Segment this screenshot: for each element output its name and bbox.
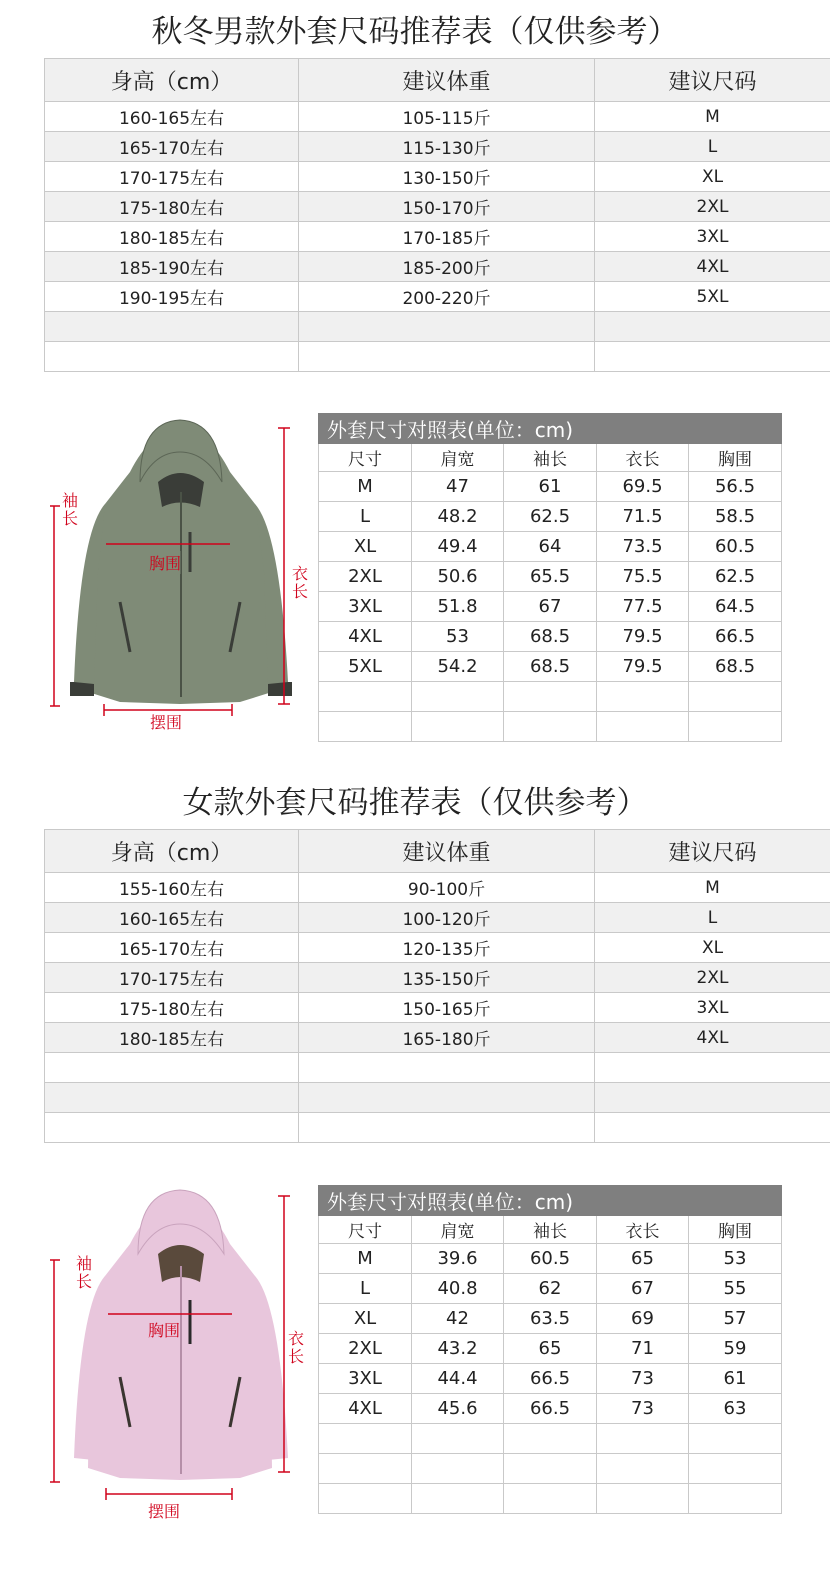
header-length: 衣长: [597, 444, 689, 472]
table-row: M 39.6 60.5 65 53: [319, 1244, 782, 1274]
table-row-empty: [45, 342, 830, 372]
cell-size: 2XL: [595, 963, 830, 993]
header-size: 尺寸: [319, 1216, 412, 1244]
header-size: 建议尺码: [595, 830, 830, 873]
cell-weight: 150-170斤: [299, 192, 595, 222]
cell-size: L: [595, 903, 830, 933]
cell-size: 2XL: [595, 192, 830, 222]
table-row: [45, 873, 830, 903]
cell-height: 165-170左右: [45, 132, 299, 162]
body-length-label: 衣长: [288, 1329, 305, 1366]
table-row: [45, 963, 830, 993]
cell-height: 160-165左右: [45, 903, 299, 933]
header-sleeve: 袖长: [504, 444, 597, 472]
table-header-row: [319, 1216, 782, 1244]
header-sleeve: 袖长: [504, 1216, 597, 1244]
table-row: XL 49.4 64 73.5 60.5: [319, 532, 782, 562]
size-chart-caption: 外套尺寸对照表(单位：cm): [319, 1186, 782, 1216]
cell-size: 4XL: [595, 252, 830, 282]
table-row: 3XL 51.8 67 77.5 64.5: [319, 592, 782, 622]
table-row: XL 42 63.5 69 57: [319, 1304, 782, 1334]
header-chest: 胸围: [689, 1216, 782, 1244]
table-header-row: [45, 59, 830, 102]
header-size: 尺寸: [319, 444, 412, 472]
sleeve-length-label: 袖长: [62, 491, 79, 528]
cell-weight: 150-165斤: [299, 993, 595, 1023]
women-size-chart-table: [318, 1185, 782, 1514]
hem-label: 摆围: [150, 713, 183, 732]
table-row-empty: [45, 312, 830, 342]
men-jacket-illustration: [40, 412, 320, 742]
table-row-empty: [319, 682, 782, 712]
table-row-empty: [45, 1113, 830, 1143]
table-row: [45, 1023, 830, 1053]
table-row: [45, 282, 830, 312]
cell-size: XL: [595, 933, 830, 963]
cell-height: 170-175左右: [45, 162, 299, 192]
cell-height: 185-190左右: [45, 252, 299, 282]
cell-height: 170-175左右: [45, 963, 299, 993]
header-chest: 胸围: [689, 444, 782, 472]
cell-height: 155-160左右: [45, 873, 299, 903]
cell-size: 4XL: [595, 1023, 830, 1053]
table-row: [45, 222, 830, 252]
body-length-label: 衣长: [292, 564, 309, 601]
cell-weight: 105-115斤: [299, 102, 595, 132]
header-shoulder: 肩宽: [412, 444, 504, 472]
chest-label: 胸围: [148, 1321, 181, 1340]
header-weight: 建议体重: [299, 59, 595, 102]
table-row-empty: [319, 1454, 782, 1484]
table-row-empty: [319, 712, 782, 742]
cell-weight: 170-185斤: [299, 222, 595, 252]
chest-label: 胸围: [149, 551, 181, 574]
table-row: [45, 192, 830, 222]
table-row: [45, 993, 830, 1023]
table-header-row: [45, 830, 830, 873]
cell-weight: 165-180斤: [299, 1023, 595, 1053]
table-row: 4XL 53 68.5 79.5 66.5: [319, 622, 782, 652]
men-size-chart-table: [318, 413, 782, 742]
size-chart-caption: 外套尺寸对照表(单位：cm): [319, 414, 782, 444]
table-row-empty: [45, 1053, 830, 1083]
table-header-row: [319, 444, 782, 472]
men-recommend-table: [44, 58, 830, 372]
table-row: 2XL 43.2 65 71 59: [319, 1334, 782, 1364]
hem-label: 摆围: [148, 1502, 181, 1521]
cell-height: 180-185左右: [45, 222, 299, 252]
header-height: 身高（cm）: [45, 830, 299, 873]
header-length: 衣长: [597, 1216, 689, 1244]
table-row-empty: [319, 1424, 782, 1454]
table-row: 3XL 44.4 66.5 73 61: [319, 1364, 782, 1394]
table-row: L 40.8 62 67 55: [319, 1274, 782, 1304]
header-weight: 建议体重: [299, 830, 595, 873]
cell-height: 180-185左右: [45, 1023, 299, 1053]
cell-size: L: [595, 132, 830, 162]
cell-weight: 130-150斤: [299, 162, 595, 192]
table-row: [45, 903, 830, 933]
cell-height: 160-165左右: [45, 102, 299, 132]
header-shoulder: 肩宽: [412, 1216, 504, 1244]
cell-height: 190-195左右: [45, 282, 299, 312]
cell-weight: 200-220斤: [299, 282, 595, 312]
table-row: 2XL 50.6 65.5 75.5 62.5: [319, 562, 782, 592]
table-row: L 48.2 62.5 71.5 58.5: [319, 502, 782, 532]
table-row: [45, 933, 830, 963]
cell-size: M: [595, 102, 830, 132]
cell-height: 175-180左右: [45, 192, 299, 222]
cell-weight: 100-120斤: [299, 903, 595, 933]
men-recommend-title: 秋冬男款外套尺码推荐表（仅供参考）: [151, 14, 679, 50]
sleeve-length-label: 袖长: [76, 1254, 93, 1291]
women-jacket-illustration: [40, 1182, 320, 1522]
table-row-empty: [45, 1083, 830, 1113]
header-height: 身高（cm）: [45, 59, 299, 102]
cell-weight: 135-150斤: [299, 963, 595, 993]
women-recommend-title: 女款外套尺码推荐表（仅供参考）: [182, 785, 648, 821]
cell-size: 5XL: [595, 282, 830, 312]
table-row-empty: [319, 1484, 782, 1514]
table-row: 4XL 45.6 66.5 73 63: [319, 1394, 782, 1424]
cell-height: 175-180左右: [45, 993, 299, 1023]
table-row: [45, 132, 830, 162]
table-row: [45, 162, 830, 192]
women-recommend-table: [44, 829, 830, 1143]
table-row: [45, 102, 830, 132]
cell-size: 3XL: [595, 993, 830, 1023]
cell-size: 3XL: [595, 222, 830, 252]
table-row: [45, 252, 830, 282]
header-size: 建议尺码: [595, 59, 830, 102]
cell-weight: 115-130斤: [299, 132, 595, 162]
cell-weight: 90-100斤: [299, 873, 595, 903]
cell-weight: 120-135斤: [299, 933, 595, 963]
cell-height: 165-170左右: [45, 933, 299, 963]
cell-size: M: [595, 873, 830, 903]
cell-weight: 185-200斤: [299, 252, 595, 282]
table-row: 5XL 54.2 68.5 79.5 68.5: [319, 652, 782, 682]
table-row: M 47 61 69.5 56.5: [319, 472, 782, 502]
cell-size: XL: [595, 162, 830, 192]
